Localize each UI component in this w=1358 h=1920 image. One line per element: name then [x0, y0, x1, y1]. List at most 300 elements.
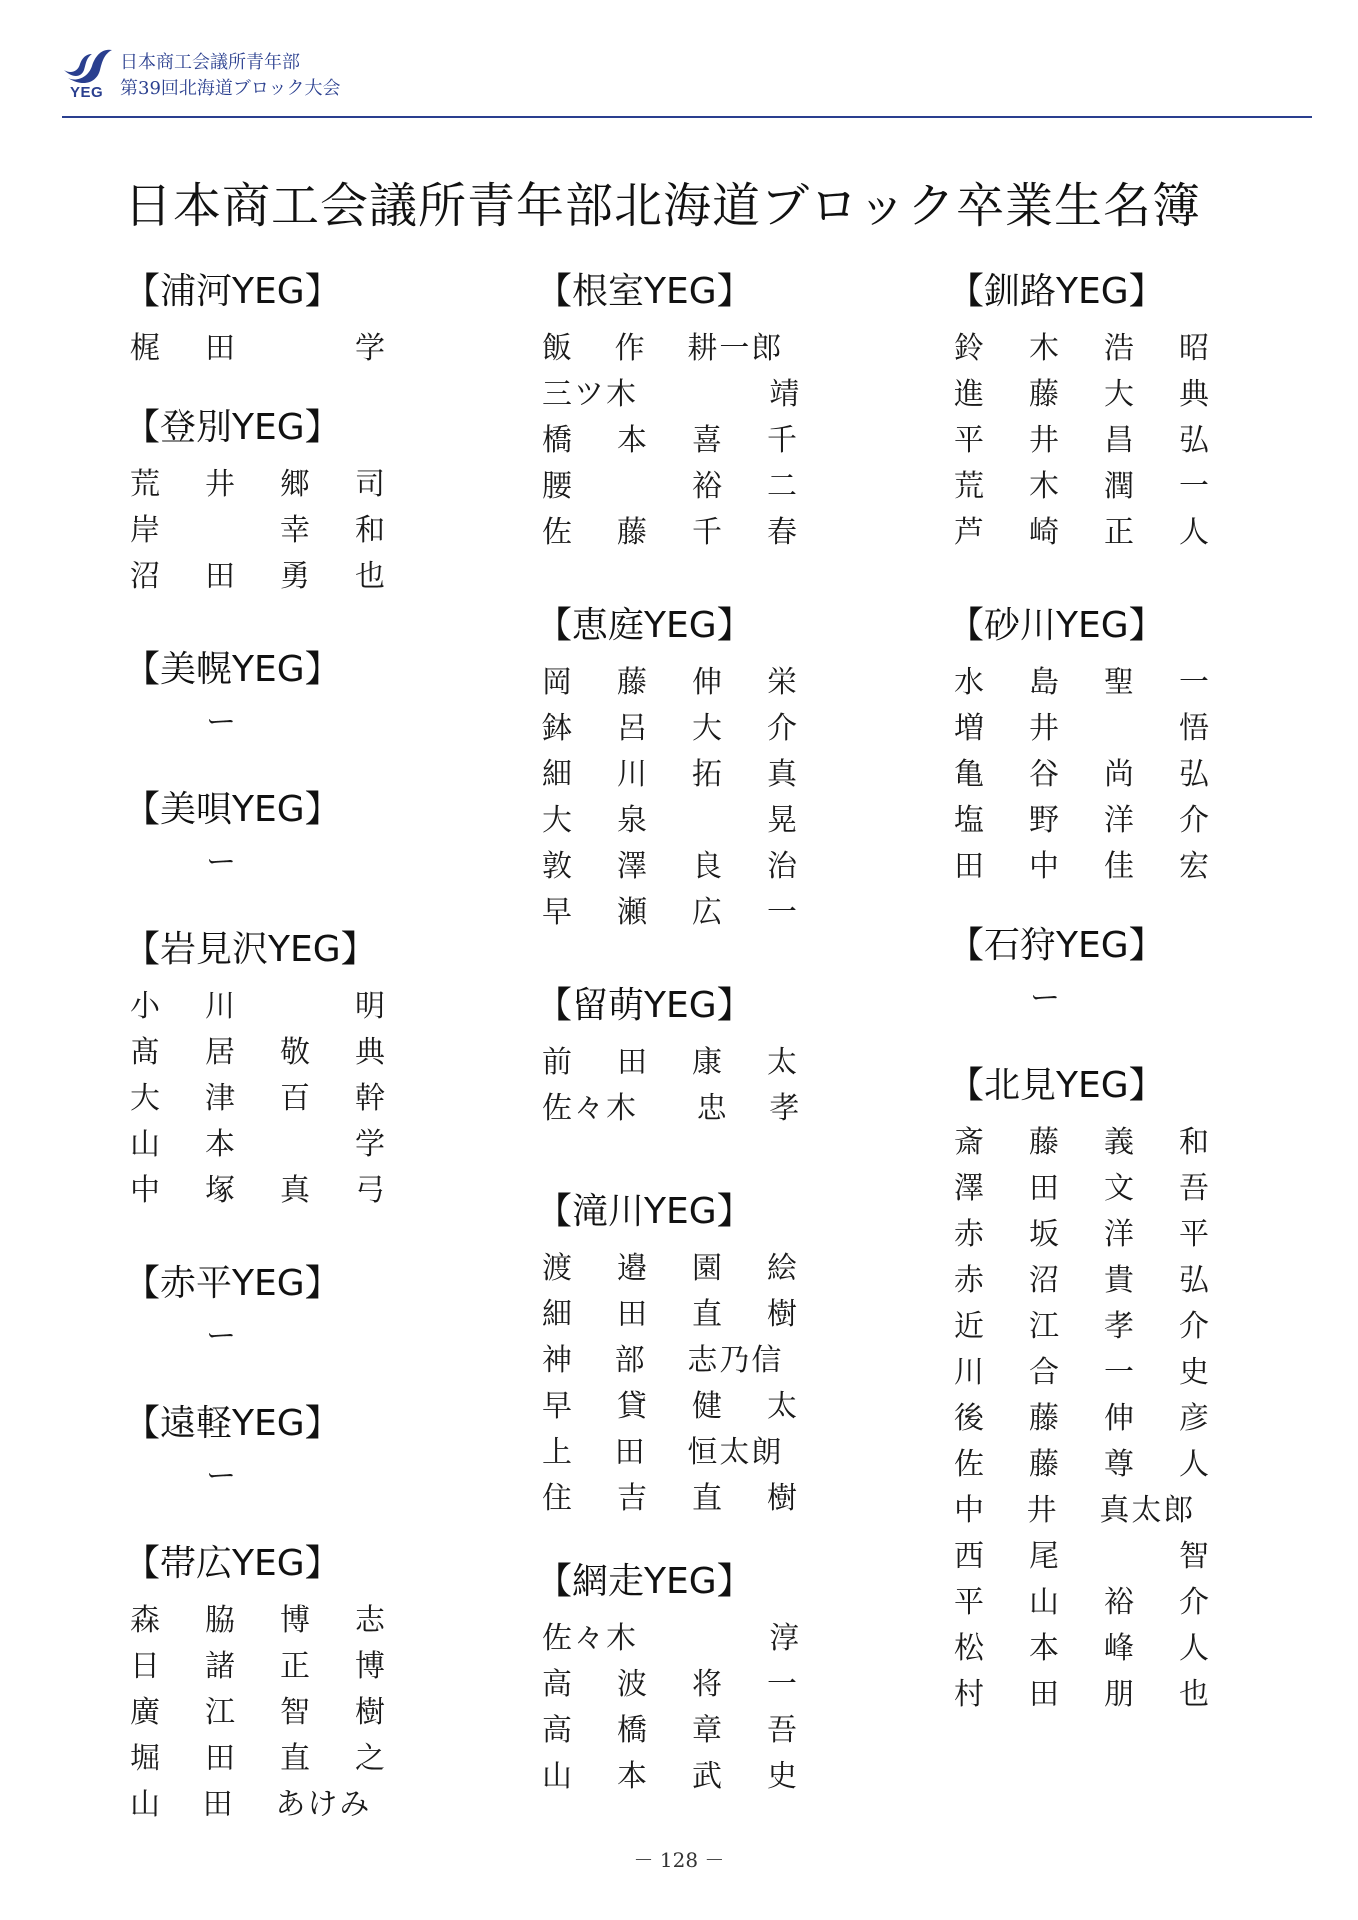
name-char: 直	[692, 1481, 722, 1516]
member-name-row	[124, 1686, 424, 1732]
name-char: 平	[954, 423, 984, 458]
chapter-group	[124, 1260, 424, 1360]
name-char: 宏	[1179, 849, 1209, 884]
name-char: 川	[617, 757, 647, 792]
name-char: 典	[1179, 377, 1209, 412]
chapter-group	[124, 926, 424, 1210]
name-char: 藤	[1029, 1125, 1059, 1160]
name-char: 朋	[1104, 1677, 1134, 1712]
name-char: 義	[1104, 1125, 1134, 1160]
name-char: 喜	[692, 423, 722, 458]
yeg-logo	[62, 44, 114, 104]
name-char: 絵	[767, 1251, 797, 1286]
name-char: 明	[355, 989, 385, 1024]
no-members-dash: ー	[206, 1459, 236, 1494]
name-char: 耕一郎	[687, 331, 784, 366]
name-char: 裕	[1104, 1585, 1134, 1620]
member-name-row	[124, 550, 424, 596]
name-char: 江	[1029, 1309, 1059, 1344]
name-char: 田	[1029, 1171, 1059, 1206]
member-name-row	[536, 794, 836, 840]
name-char: 野	[1029, 803, 1059, 838]
name-char: 正	[1104, 515, 1134, 550]
chapter-header: 【滝川YEG】	[536, 1191, 753, 1232]
member-name-row	[124, 1072, 424, 1118]
member-name-row	[124, 322, 424, 368]
name-char: 中	[1029, 849, 1059, 884]
no-members-dash: ー	[206, 845, 236, 880]
name-char: 幹	[355, 1081, 385, 1116]
name-char: 井	[205, 467, 235, 502]
no-members-dash: ー	[1030, 981, 1060, 1016]
name-char: 浩	[1104, 331, 1134, 366]
name-char: 川	[954, 1355, 984, 1390]
name-char: 居	[205, 1035, 235, 1070]
name-char: 敬	[280, 1035, 310, 1070]
member-name-row	[536, 1380, 836, 1426]
member-name-row	[536, 1082, 836, 1128]
name-char: 脇	[205, 1603, 235, 1638]
name-char: 飯	[542, 331, 572, 366]
chapter-header: 【美幌YEG】	[124, 649, 341, 690]
name-char: 高	[542, 1667, 572, 1702]
name-char: 波	[617, 1667, 647, 1702]
name-char: 山	[130, 1787, 160, 1822]
member-name-row	[536, 1242, 836, 1288]
name-char: 幸	[280, 513, 310, 548]
name-char: 一	[767, 895, 797, 930]
chapter-group	[536, 1188, 836, 1518]
name-char: 上	[542, 1435, 572, 1470]
name-char: 志	[355, 1603, 385, 1638]
member-name-row	[536, 506, 836, 552]
name-char: 史	[1179, 1355, 1209, 1390]
page-title: 日本商工会議所青年部北海道ブロック卒業生名簿	[124, 178, 1202, 234]
chapter-group	[948, 922, 1248, 1022]
name-char: 後	[954, 1401, 984, 1436]
name-char: 文	[1104, 1171, 1134, 1206]
name-char: 井	[1029, 711, 1059, 746]
member-name-row	[948, 1116, 1248, 1162]
name-char: 澤	[617, 849, 647, 884]
name-char: 介	[1179, 1585, 1209, 1620]
name-char: 直	[692, 1297, 722, 1332]
name-char: 田	[617, 1297, 647, 1332]
name-char: 荒	[130, 467, 160, 502]
name-char: 沼	[130, 559, 160, 594]
name-char: 木	[1029, 469, 1059, 504]
name-char: 淳	[769, 1621, 800, 1656]
name-char: 介	[1179, 1309, 1209, 1344]
name-char: 本	[205, 1127, 235, 1162]
chapter-header: 【赤平YEG】	[124, 1263, 341, 1304]
name-char: 神	[542, 1343, 572, 1378]
name-char: 貸	[617, 1389, 647, 1424]
member-name-row	[948, 1438, 1248, 1484]
name-char: 之	[355, 1741, 385, 1776]
member-name-row	[948, 1622, 1248, 1668]
name-char: 一	[1179, 665, 1209, 700]
chapter-header: 【砂川YEG】	[948, 605, 1165, 646]
name-char: 江	[205, 1695, 235, 1730]
chapter-header: 【石狩YEG】	[948, 925, 1165, 966]
name-char: 髙	[130, 1035, 160, 1070]
name-char: 村	[954, 1677, 984, 1712]
member-name-row	[124, 1118, 424, 1164]
name-char: 博	[355, 1649, 385, 1684]
member-name-row	[948, 1254, 1248, 1300]
name-char: 平	[1179, 1217, 1209, 1252]
name-char: 澤	[954, 1171, 984, 1206]
name-char: 藤	[617, 665, 647, 700]
name-char: 高	[542, 1713, 572, 1748]
member-name-row	[948, 322, 1248, 368]
member-name-row	[948, 702, 1248, 748]
name-char: 真太郎	[1099, 1493, 1196, 1528]
name-char: 橋	[542, 423, 572, 458]
name-char: 斎	[954, 1125, 984, 1160]
name-char: 智	[280, 1695, 310, 1730]
header-line-1: 日本商工会議所青年部	[120, 52, 300, 73]
name-char: 志乃信	[687, 1343, 784, 1378]
name-char: 孝	[1104, 1309, 1134, 1344]
name-char: 直	[280, 1741, 310, 1776]
chapter-group	[124, 1400, 424, 1500]
name-char: 伸	[692, 665, 722, 700]
name-char: 本	[617, 1759, 647, 1794]
name-char: 堀	[130, 1741, 160, 1776]
member-name-row	[948, 656, 1248, 702]
name-char: 坂	[1029, 1217, 1059, 1252]
name-char: 前	[542, 1045, 572, 1080]
name-char: 佐々木	[542, 1091, 638, 1126]
member-name-row	[536, 322, 836, 368]
name-char: 吾	[767, 1713, 797, 1748]
member-name-row	[948, 794, 1248, 840]
name-char: 森	[130, 1603, 160, 1638]
chapter-header: 【美唄YEG】	[124, 789, 341, 830]
name-char: 悟	[1179, 711, 1209, 746]
member-name-row	[536, 460, 836, 506]
name-char: 亀	[954, 757, 984, 792]
name-char: 日	[130, 1649, 160, 1684]
column-right	[948, 268, 1248, 1714]
name-char: 百	[280, 1081, 310, 1116]
name-char: 聖	[1104, 665, 1134, 700]
chapter-header: 【恵庭YEG】	[536, 605, 753, 646]
name-char: 人	[1179, 1447, 1209, 1482]
member-name-row	[948, 1530, 1248, 1576]
member-name-row	[536, 1750, 836, 1796]
name-char: 大	[130, 1081, 160, 1116]
name-char: 田	[205, 1741, 235, 1776]
member-name-row	[948, 460, 1248, 506]
member-name-row	[124, 1164, 424, 1210]
chapter-header: 【登別YEG】	[124, 407, 341, 448]
name-char: 中	[954, 1493, 984, 1528]
member-name-row	[536, 702, 836, 748]
name-char: 腰	[542, 469, 572, 504]
member-name-row	[948, 414, 1248, 460]
name-char: 水	[954, 665, 984, 700]
name-char: 崎	[1029, 515, 1059, 550]
member-name-row	[536, 1704, 836, 1750]
name-char: 人	[1179, 1631, 1209, 1666]
name-char: 本	[617, 423, 647, 458]
name-char: 昭	[1179, 331, 1209, 366]
member-name-row	[948, 840, 1248, 886]
name-char: 三ツ木	[542, 377, 638, 412]
member-name-row	[536, 840, 836, 886]
name-char: 一	[767, 1667, 797, 1702]
name-char: 廣	[130, 1695, 160, 1730]
name-char: 増	[954, 711, 984, 746]
name-char: 弓	[355, 1173, 385, 1208]
name-char: 樹	[767, 1481, 797, 1516]
name-char: 岸	[130, 513, 160, 548]
name-char: 千	[692, 515, 722, 550]
name-char: 藤	[1029, 1401, 1059, 1436]
name-char: 部	[614, 1343, 645, 1378]
name-char: 敦	[542, 849, 572, 884]
name-char: 真	[280, 1173, 310, 1208]
name-char: 栄	[767, 665, 797, 700]
name-char: 田	[202, 1787, 233, 1822]
name-char: 博	[280, 1603, 310, 1638]
member-name-row	[124, 980, 424, 1026]
name-char: 人	[1179, 515, 1209, 550]
name-char: 橋	[617, 1713, 647, 1748]
name-char: 学	[355, 1127, 385, 1162]
name-char: 章	[692, 1713, 722, 1748]
name-char: 学	[355, 331, 385, 366]
name-char: 尾	[1029, 1539, 1059, 1574]
name-char: 康	[692, 1045, 722, 1080]
chapter-header: 【根室YEG】	[536, 271, 753, 312]
chapter-group	[124, 404, 424, 596]
name-char: 細	[542, 757, 572, 792]
name-char: 田	[205, 331, 235, 366]
name-char: 昌	[1104, 423, 1134, 458]
chapter-header: 【遠軽YEG】	[124, 1403, 341, 1444]
name-char: 梶	[130, 331, 160, 366]
member-name-row	[124, 1594, 424, 1640]
name-char: 邉	[617, 1251, 647, 1286]
name-char: 洋	[1104, 1217, 1134, 1252]
name-char: 佐	[954, 1447, 984, 1482]
chapter-group	[948, 602, 1248, 886]
name-char: 進	[954, 377, 984, 412]
member-name-row	[124, 458, 424, 504]
name-char: 津	[205, 1081, 235, 1116]
member-name-row	[124, 1778, 424, 1824]
name-char: 園	[692, 1251, 722, 1286]
chapter-header: 【留萌YEG】	[536, 985, 753, 1026]
name-char: 良	[692, 849, 722, 884]
name-char: 也	[1179, 1677, 1209, 1712]
name-char: 塩	[954, 803, 984, 838]
member-name-row	[124, 1026, 424, 1072]
chapter-header: 【網走YEG】	[536, 1561, 753, 1602]
member-name-row	[536, 1612, 836, 1658]
chapter-header: 【北見YEG】	[948, 1065, 1165, 1106]
name-char: 井	[1026, 1493, 1057, 1528]
name-char: 作	[614, 331, 645, 366]
name-char: 佐	[542, 515, 572, 550]
no-members-dash: ー	[206, 705, 236, 740]
name-char: 藤	[1029, 377, 1059, 412]
name-char: 住	[542, 1481, 572, 1516]
name-char: 太	[767, 1389, 797, 1424]
name-char: 泉	[617, 803, 647, 838]
name-char: 尚	[1104, 757, 1134, 792]
name-char: 大	[542, 803, 572, 838]
name-char: 赤	[954, 1263, 984, 1298]
name-char: 和	[355, 513, 385, 548]
member-name-row	[948, 368, 1248, 414]
name-char: 田	[954, 849, 984, 884]
name-char: 赤	[954, 1217, 984, 1252]
name-char: 大	[692, 711, 722, 746]
name-char: 将	[692, 1667, 722, 1702]
chapter-header: 【帯広YEG】	[124, 1543, 341, 1584]
member-name-row	[948, 1484, 1248, 1530]
name-char: 井	[1029, 423, 1059, 458]
name-char: 樹	[355, 1695, 385, 1730]
name-char: 谷	[1029, 757, 1059, 792]
name-char: 松	[954, 1631, 984, 1666]
name-char: 弘	[1179, 757, 1209, 792]
name-char: 大	[1104, 377, 1134, 412]
chapter-group	[124, 268, 424, 368]
name-char: 介	[1179, 803, 1209, 838]
member-name-row	[948, 1162, 1248, 1208]
name-char: 伸	[1104, 1401, 1134, 1436]
name-char: 貴	[1104, 1263, 1134, 1298]
name-char: 裕	[692, 469, 722, 504]
member-name-row	[536, 1036, 836, 1082]
name-char: 島	[1029, 665, 1059, 700]
name-char: 春	[767, 515, 797, 550]
name-char: 広	[692, 895, 722, 930]
name-char: 塚	[205, 1173, 235, 1208]
name-char: 中	[130, 1173, 160, 1208]
name-char: 藤	[617, 515, 647, 550]
name-char: 太	[767, 1045, 797, 1080]
name-char: 二	[767, 469, 797, 504]
name-char: 早	[542, 1389, 572, 1424]
name-char: 佐々木	[542, 1621, 638, 1656]
name-char: 郷	[280, 467, 310, 502]
member-name-row	[536, 886, 836, 932]
name-char: 鉢	[542, 711, 572, 746]
name-char: 吉	[617, 1481, 647, 1516]
no-members-dash: ー	[206, 1319, 236, 1354]
name-char: 岡	[542, 665, 572, 700]
name-char: 典	[355, 1035, 385, 1070]
name-char: 恒太朗	[687, 1435, 784, 1470]
name-char: 尊	[1104, 1447, 1134, 1482]
name-char: 弘	[1179, 1263, 1209, 1298]
name-char: 靖	[769, 377, 800, 412]
chapter-group	[124, 786, 424, 886]
name-char: 武	[692, 1759, 722, 1794]
name-char: 正	[280, 1649, 310, 1684]
name-char: 弘	[1179, 423, 1209, 458]
chapter-header: 【釧路YEG】	[948, 271, 1165, 312]
name-char: 真	[767, 757, 797, 792]
name-char: 治	[767, 849, 797, 884]
name-char: 田	[617, 1045, 647, 1080]
member-name-row	[948, 506, 1248, 552]
name-char: あけみ	[275, 1787, 372, 1822]
name-char: 拓	[692, 757, 722, 792]
name-char: 智	[1179, 1539, 1209, 1574]
name-char: 也	[355, 559, 385, 594]
chapter-group	[948, 1062, 1248, 1714]
name-char: 千	[767, 423, 797, 458]
name-char: 史	[767, 1759, 797, 1794]
member-name-row	[536, 1658, 836, 1704]
page-number: － 128 －	[633, 1848, 725, 1872]
name-char: 和	[1179, 1125, 1209, 1160]
name-char: 田	[614, 1435, 645, 1470]
name-char: 芦	[954, 515, 984, 550]
name-char: 田	[205, 559, 235, 594]
name-char: 沼	[1029, 1263, 1059, 1298]
member-name-row	[948, 1668, 1248, 1714]
member-name-row	[536, 656, 836, 702]
name-char: 川	[205, 989, 235, 1024]
member-name-row	[536, 1288, 836, 1334]
member-name-row	[536, 368, 836, 414]
name-char: 本	[1029, 1631, 1059, 1666]
name-char: 鈴	[954, 331, 984, 366]
name-char: 田	[1029, 1677, 1059, 1712]
chapter-group	[536, 268, 836, 552]
name-char: 平	[954, 1585, 984, 1620]
name-char: 介	[767, 711, 797, 746]
name-char: 佳	[1104, 849, 1134, 884]
name-char: 木	[1029, 331, 1059, 366]
name-char: 峰	[1104, 1631, 1134, 1666]
member-name-row	[948, 1576, 1248, 1622]
name-char: 藤	[1029, 1447, 1059, 1482]
name-char: 司	[355, 467, 385, 502]
name-char: 荒	[954, 469, 984, 504]
chapter-header: 【浦河YEG】	[124, 271, 341, 312]
name-char: 合	[1029, 1355, 1059, 1390]
name-char: 細	[542, 1297, 572, 1332]
name-char: 山	[130, 1127, 160, 1162]
header-line-2: 第39回北海道ブロック大会	[120, 78, 341, 99]
name-char: 近	[954, 1309, 984, 1344]
page-header	[62, 44, 1312, 118]
name-char: 山	[542, 1759, 572, 1794]
column-middle	[536, 268, 836, 1796]
member-name-row	[948, 748, 1248, 794]
name-char: 健	[692, 1389, 722, 1424]
chapter-header: 【岩見沢YEG】	[124, 929, 377, 970]
column-left	[124, 268, 424, 1824]
member-name-row	[124, 1640, 424, 1686]
name-char: 勇	[280, 559, 310, 594]
name-char: 山	[1029, 1585, 1059, 1620]
name-char: 西	[954, 1539, 984, 1574]
member-name-row	[124, 504, 424, 550]
logo-text: YEG	[70, 84, 104, 101]
name-char: 一	[1104, 1355, 1134, 1390]
